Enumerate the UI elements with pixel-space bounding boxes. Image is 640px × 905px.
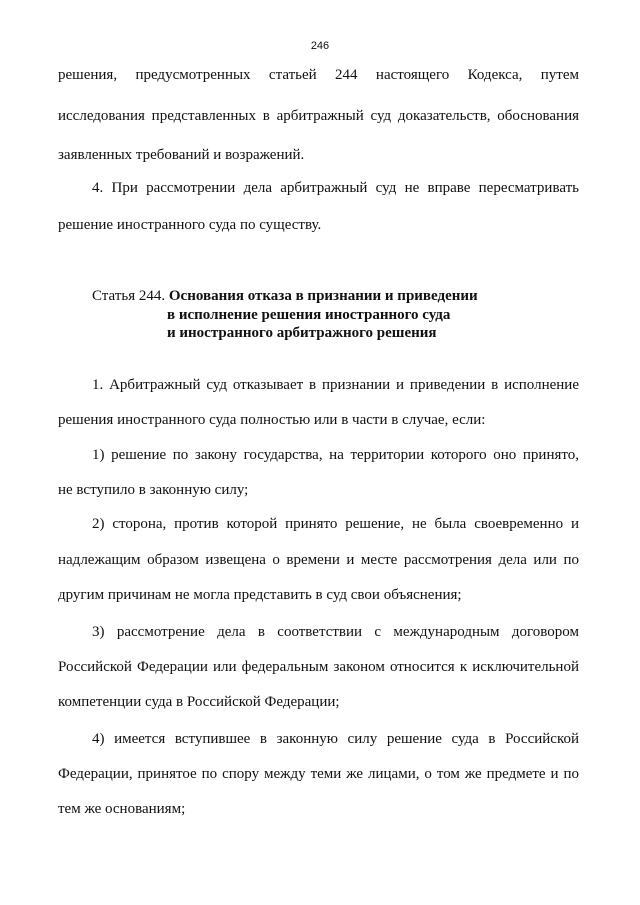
article-title-line-2: в исполнение решения иностранного суда (167, 307, 451, 323)
item-3-line-3: компетенции суда в Российской Федерации; (58, 694, 340, 710)
item-3-line-1: 3) рассмотрение дела в соответствии с международным договором (92, 624, 579, 640)
article-title-line-3-wrap (167, 324, 437, 342)
item-2-line-2: надлежащим образом извещена о времени и месте рассмотрения дела или по (58, 552, 579, 568)
article-title-line-2-wrap (167, 306, 450, 324)
paragraph-2-line-2: решение иностранного суда по существу. (58, 217, 322, 233)
item-1-line-1: 1) решение по закону государства, на территории которого оно принято, (92, 447, 579, 463)
page-number: 246 (310, 40, 330, 52)
item-4-line-2: Федерации, принятое по спору между теми же лицами, о том же предмете и по (58, 766, 579, 782)
article-title-line-3: и иностранного арбитражного решения (167, 325, 437, 341)
paragraph-1-line-1: решения, предусмотренных статьей 244 настоящего Кодекса, путем (58, 67, 579, 83)
item-4-line-3: тем же основаниям; (58, 801, 186, 817)
paragraph-1-line-3: заявленных требований и возражений. (58, 147, 305, 163)
item-2-line-3: другим причинам не могла представить в суд свои объяснения; (58, 587, 462, 603)
item-1-line-2: не вступило в законную силу; (58, 482, 249, 498)
article-title-line-1: Основания отказа в признании и приведении (168, 288, 478, 304)
clause-1-line-1: 1. Арбитражный суд отказывает в признании и приведении в исполнение (92, 377, 579, 393)
paragraph-1-line-2: исследования представленных в арбитражный суд доказательств, обоснования (58, 108, 579, 124)
article-heading (92, 287, 478, 305)
item-4-line-1: 4) имеется вступившее в законную силу решение суда в Российской (92, 731, 579, 747)
item-3-line-2: Российской Федерации или федеральным законом относится к исключительной (58, 659, 579, 675)
article-label: Статья 244. (92, 288, 166, 304)
item-2-line-1: 2) сторона, против которой принято решение, не была своевременно и (92, 516, 579, 532)
paragraph-2-line-1: 4. При рассмотрении дела арбитражный суд не вправе пересматривать (92, 180, 579, 196)
clause-1-line-2: решения иностранного суда полностью или в части в случае, если: (58, 412, 486, 428)
